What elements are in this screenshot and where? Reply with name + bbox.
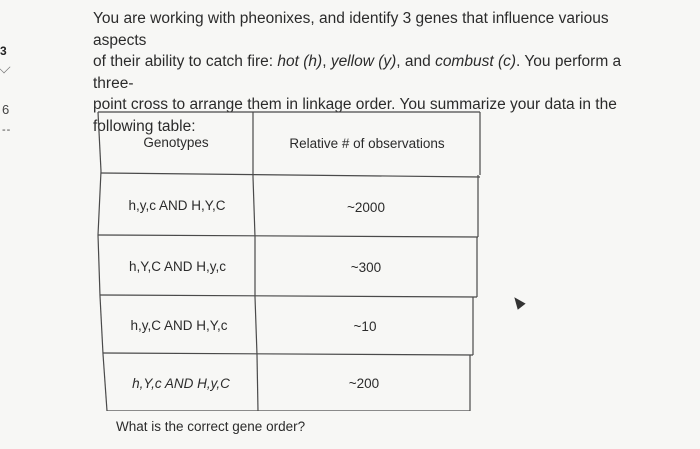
row-3-count: ~10 (353, 318, 377, 334)
gene-combust-symbol: (c) (497, 53, 517, 70)
gutter-number-3: 3 (0, 44, 7, 58)
gene-hot-symbol: (h) (303, 53, 323, 70)
question-line-1: You are working with pheonixes, and identify 3 genes that influence various aspects (93, 10, 609, 49)
row-2-genotype: h,Y,C AND H,y,c (128, 258, 227, 274)
question-line-2-end: . You perform a three- (93, 53, 622, 92)
header-genotypes: Genotypes (143, 134, 209, 150)
row-2-count: ~300 (350, 259, 382, 275)
gene-hot: hot (277, 53, 299, 70)
row-4-genotype-text: h,Y,c AND H,y,C (132, 375, 230, 391)
question-line-2-start: of their ability to catch fire: (93, 53, 278, 70)
gene-yellow-symbol: (y) (378, 53, 397, 70)
question-line-2 (93, 51, 653, 94)
question-line-4: following table: (93, 117, 196, 135)
separator-1: , (322, 53, 331, 70)
gutter-dash: -- (2, 124, 12, 136)
gene-combust: combust (435, 53, 494, 70)
genotype-table (97, 111, 481, 411)
mouse-cursor-icon (510, 294, 525, 310)
row-1-count: ~2000 (347, 199, 385, 215)
left-gutter (0, 0, 22, 449)
gene-order-prompt: What is the correct gene order? (116, 419, 306, 434)
row-1-genotype: h,y,c AND H,Y,C (128, 197, 226, 213)
header-observations: Relative # of observations (289, 135, 445, 151)
row-4-count: ~200 (348, 375, 380, 391)
checkmark-icon (0, 60, 10, 74)
row-4-genotype (105, 355, 257, 411)
row-3-genotype: h,y,C AND H,Y,c (130, 317, 228, 333)
question-line-3: point cross to arrange them in linkage order. You summarize your data in the (93, 96, 617, 113)
gutter-number-6: 6 (2, 102, 10, 117)
gene-yellow: yellow (330, 53, 374, 70)
separator-2: , and (396, 53, 436, 70)
